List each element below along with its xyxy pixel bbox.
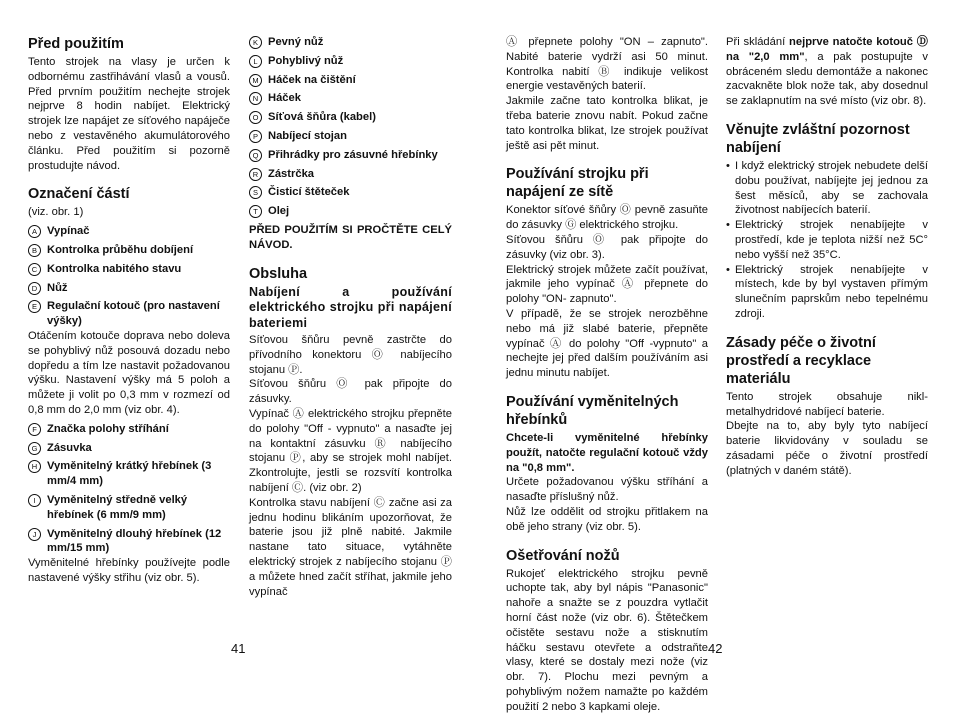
- part-letter-badge: N: [249, 92, 262, 105]
- part-label: Vyměnitelný dlouhý hřebínek (12 mm/15 mm): [47, 527, 222, 555]
- left-column-1: [28, 35, 230, 586]
- part-letter-badge: F: [28, 423, 41, 436]
- attention-text: Elektrický strojek nenabíjejte v místech, kde by byl vystaven přímým slunečním paprskům nebo tepelnému zdroji.: [735, 263, 928, 320]
- part-item: [249, 73, 452, 88]
- before-use-heading: Před použitím: [28, 36, 124, 52]
- part-label: Pevný nůž: [268, 36, 324, 48]
- attention-item: [726, 218, 928, 262]
- part-letter-badge: B: [28, 244, 41, 257]
- part-letter-badge: I: [28, 494, 41, 507]
- mains-p3: Elektrický strojek můžete začít používat, jakmile jeho vypínač Ⓐ přepnete do polohy "ON- zapnuto".: [506, 263, 708, 306]
- mains-heading: Používání strojku při napájení ze sítě: [506, 166, 649, 201]
- attention-text: Elektrický strojek nenabíjejte v prostředí, kde je teplota nižší než 5C° nebo vyšší než 35°C.: [735, 219, 928, 261]
- part-letter-badge: K: [249, 36, 262, 49]
- care-p1: Rukojeť elektrického strojku pevně uchopte tak, aby byl nápis "Panasonic" nahoře a snažte se z pouzdra vytlačit horní část nože (viz obr. 6). Štětečkem očistěte sestavu nože a stisknutím háčku sestavu otevřete a odstraňte vlasy, které se dostaly mezi nože (viz obr. 7). Plochu mezi pevným a pohyblivým nožem namažte po každém použití 2 nebo 3 kapkami oleje.: [506, 567, 708, 713]
- part-label: Vypínač: [47, 225, 90, 238]
- operation-p2: Síťovou šňůru Ⓞ pak připojte do zásuvky.: [249, 378, 452, 406]
- part-letter-badge: J: [28, 528, 41, 541]
- part-item: [249, 185, 452, 200]
- attention-item: [726, 159, 928, 218]
- part-item: [249, 148, 452, 163]
- part-label: Přihrádky pro zásuvné hřebínky: [268, 148, 438, 161]
- part-label: Nůž: [47, 281, 68, 294]
- part-item: [28, 459, 230, 489]
- part-item: [249, 167, 452, 182]
- mains-p2: Síťovou šňůru Ⓞ pak připojte do zásuvky (viz obr. 3).: [506, 233, 708, 261]
- part-label: Síťová šňůra (kabel): [268, 111, 376, 124]
- part-letter-badge: M: [249, 74, 262, 87]
- operation-p3: Vypínač Ⓐ elektrického strojku přepněte do polohy "Off - vypnuto" a nasaďte jej na kontaktní zásuvku Ⓡ nabíjecího stojanu Ⓟ, aby se strojek mohl nabíjet. Zkontrolujte, jestli se rozsvítí kontrolka nabíjení Ⓒ. (viz obr. 2): [249, 408, 452, 495]
- part-label: Regulační kotouč (pro nastavení výšky): [47, 300, 220, 328]
- mains-p1: Konektor síťové šňůry Ⓞ pevně zasuňte do zásuvky Ⓖ elektrického strojku.: [506, 204, 708, 232]
- comb-text: Vyměnitelné hřebínky používejte podle nastavené výšky střihu (viz obr. 5).: [28, 557, 230, 584]
- part-item: [249, 204, 452, 219]
- operation-heading: Obsluha: [249, 265, 308, 282]
- part-item: [28, 441, 230, 456]
- combs-p1: Určete požadovanou výšku stříhání a nasaďte příslušný nůž.: [506, 476, 708, 504]
- left-column-2: [249, 35, 452, 599]
- environment-heading: Zásady péče o životní prostředí a recyklace materiálu: [726, 334, 876, 387]
- part-letter-badge: G: [28, 442, 41, 455]
- part-letter-badge: D: [28, 282, 41, 295]
- part-label: Kontrolka nabitého stavu: [47, 262, 182, 275]
- part-letter-badge: S: [249, 186, 262, 199]
- care-p2: [726, 35, 928, 109]
- read-note: PŘED POUŽITÍM SI PROČTĚTE CELÝ NÁVOD.: [249, 223, 452, 251]
- part-letter-badge: C: [28, 263, 41, 276]
- care-heading: Ošetřování nožů: [506, 547, 620, 564]
- combs-bold-note: Chcete-li vyměnitelné hřebínky použít, natočte regulační kotouč vždy na "0,8 mm".: [506, 431, 708, 474]
- part-letter-badge: Q: [249, 149, 262, 162]
- part-label: Háček: [268, 92, 301, 105]
- part-item: [28, 224, 230, 239]
- parts-list-a: [28, 224, 230, 329]
- part-item: [249, 110, 452, 125]
- part-item: [249, 35, 452, 50]
- part-label: Nabíjecí stojan: [268, 129, 347, 142]
- part-item: [249, 91, 452, 106]
- care-p2-end: , a pak postupujte v obráceném sledu demontáže a nakonec zacvakněte blok nože tak, aby dosednul se zaklapnutím na své místo (viz obr. 8).: [726, 50, 928, 108]
- part-item: [28, 299, 230, 329]
- attention-list: [726, 159, 928, 322]
- part-label: Kontrolka průběhu dobíjení: [47, 243, 194, 256]
- part-item: [28, 422, 230, 437]
- attention-item: [726, 263, 928, 322]
- care-p2-start: Při skládání: [726, 36, 790, 48]
- page-number-left: 41: [231, 641, 246, 656]
- part-label: Čisticí štěteček: [268, 186, 350, 199]
- part-item: [249, 129, 452, 144]
- part-letter-badge: E: [28, 300, 41, 313]
- part-letter-badge: O: [249, 111, 262, 124]
- bullet-icon: •: [726, 219, 730, 232]
- cont-p2: Jakmile začne tato kontrolka blikat, je třeba baterie znovu nabít. Pokud začne tato kontrolka blikat, lze strojek používat ještě asi pět minut.: [506, 95, 708, 152]
- parts-ref: (viz. obr. 1): [28, 206, 84, 219]
- page-number-right: 42: [708, 641, 723, 656]
- part-item: [28, 281, 230, 296]
- environment-p2: Dbejte na to, aby byly tyto nabíjecí baterie likvidovány v souladu se zásadami péče o životní prostředí (platných v daném státě).: [726, 420, 928, 477]
- combs-p2: Nůž lze oddělit od strojku přitlakem na obě jeho strany (viz obr. 5).: [506, 505, 708, 533]
- parts-list-c: [249, 35, 452, 219]
- right-column-1: [506, 35, 708, 713]
- mains-p4: V případě, že se strojek nerozběhne nebo má již slabé baterie, přepněte vypínač Ⓐ do polohy "Off -vypnuto" a nechejte jej před dalším používáním asi jednu minutu nabíjet.: [506, 307, 708, 380]
- operation-p4: Kontrolka stavu nabíjení Ⓒ začne asi za jednu hodinu blikáním upozorňovat, že baterie jsou již plně nabité. Jakmile nastane tato situace, vytáhněte elektrický strojek z nabíjecího stojanu Ⓟ a můžete hned začít stříhat, jakmile jeho vypínač: [249, 496, 452, 598]
- parts-list-b: [28, 422, 230, 556]
- part-letter-badge: L: [249, 55, 262, 68]
- part-letter-badge: T: [249, 205, 262, 218]
- part-item: [28, 243, 230, 258]
- part-label: Olej: [268, 205, 290, 218]
- attention-text: I když elektrický strojek nebudete delší dobu používat, nabíjejte jej jednou za šest měsíců, aby se zachovala životnost nabíjecích baterií.: [735, 159, 928, 217]
- part-label: Háček na čištění: [268, 73, 356, 86]
- part-label: Zástrčka: [268, 167, 315, 180]
- part-item: [28, 527, 230, 557]
- part-item: [249, 54, 452, 69]
- right-column-2: [726, 35, 928, 479]
- attention-heading: Věnujte zvláštní pozornost nabíjení: [726, 121, 910, 156]
- before-use-text: Tento strojek na vlasy je určen k odbornému zastřihávání vlasů a vousů. Před prvním použitím nechejte strojek nejprve 8 hodin nabíjet. Elektrický strojek lze napájet ze síťového napáječe nebo z vestavěného akumulátorového článku. Před použitím si pozorně prostudujte návod.: [28, 56, 230, 172]
- bullet-icon: •: [726, 263, 730, 276]
- part-letter-badge: P: [249, 130, 262, 143]
- part-item: [28, 493, 230, 523]
- part-label: Značka polohy stříhání: [47, 422, 169, 435]
- bullet-icon: •: [726, 159, 730, 172]
- part-letter-badge: A: [28, 225, 41, 238]
- battery-subheading: Nabíjení a používání elektrického strojku při napájení bateriemi: [249, 284, 452, 330]
- parts-heading: Označení částí: [28, 186, 130, 203]
- part-letter-badge: H: [28, 460, 41, 473]
- combs-heading: Používání vyměnitelných hřebínků: [506, 393, 679, 428]
- part-label: Vyměnitelný krátký hřebínek (3 mm/4 mm): [47, 460, 212, 488]
- part-label: Zásuvka: [47, 441, 92, 454]
- part-item: [28, 262, 230, 277]
- part-label: Vyměnitelný středně velký hřebínek (6 mm/9 mm): [47, 493, 188, 521]
- part-letter-badge: R: [249, 168, 262, 181]
- care-p2-bold: nejprve natočte kotouč Ⓓ na "2,0 mm": [726, 36, 928, 63]
- part-label: Pohyblivý nůž: [268, 54, 344, 67]
- cont-p1: Ⓐ přepnete polohy "ON – zapnuto". Nabité baterie vydrží asi 50 minut. Kontrolka nabití Ⓑ indikuje velikost energie vestavěných baterií.: [506, 36, 708, 93]
- environment-p1: Tento strojek obsahuje nikl-metalhydridové nabíjecí baterie.: [726, 390, 928, 418]
- operation-p1: Síťovou šňůru pevně zastrčte do přívodního konektoru Ⓞ nabíjecího stojanu Ⓟ.: [249, 334, 452, 376]
- adjust-text: Otáčením kotouče doprava nebo doleva se pohyblivý nůž posouvá dozadu nebo dopředu a tím lze nastavit požadovanou výšku. Nastavení výšky má 5 poloh a můžete ji volit po 0,3 mm v rozmezí od 0,8 mm do 2,0 mm (viz obr. 4).: [28, 329, 230, 416]
